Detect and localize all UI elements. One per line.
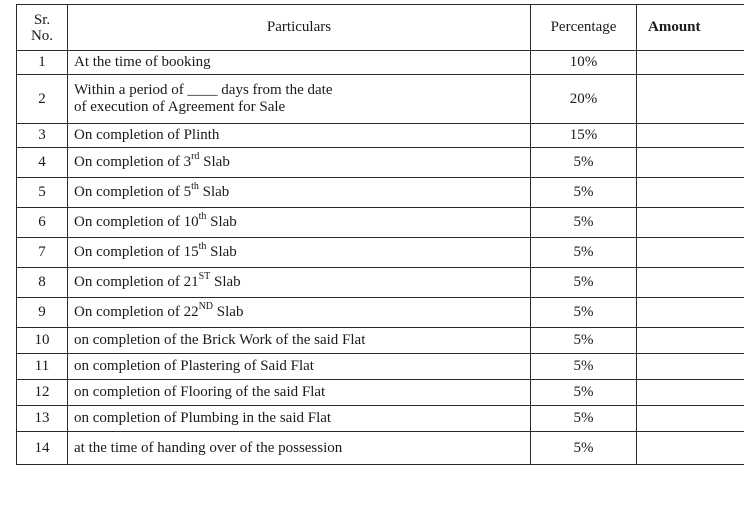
particulars-suffix: Slab	[206, 244, 237, 260]
particulars-suffix: Slab	[198, 184, 230, 200]
particulars-suffix: Slab	[199, 154, 230, 170]
ordinal-suffix: th	[198, 241, 207, 252]
particulars-suffix: Slab	[213, 304, 244, 320]
percentage-cell: 5%	[531, 406, 637, 432]
amount-cell	[637, 328, 744, 354]
percentage-cell: 5%	[531, 380, 637, 406]
amount-cell	[637, 298, 744, 328]
sr-no-cell: 6	[17, 208, 68, 238]
table-row	[17, 178, 744, 208]
particulars-suffix: Slab	[210, 274, 241, 290]
particulars-prefix: On completion of 3	[74, 154, 192, 170]
amount-cell	[637, 238, 744, 268]
sr-no-cell: 1	[17, 51, 68, 75]
amount-cell	[637, 354, 744, 380]
particulars-prefix: On completion of 5	[74, 184, 192, 200]
sr-no-cell: 4	[17, 148, 68, 178]
table-row	[17, 268, 744, 298]
percentage-cell: 5%	[531, 238, 637, 268]
particulars-cell	[68, 298, 531, 328]
table-row	[17, 406, 744, 432]
particulars-cell: on completion of Flooring of the said Flat	[68, 380, 531, 406]
ordinal-suffix: rd	[191, 151, 200, 162]
percentage-cell: 20%	[531, 75, 637, 124]
percentage-cell: 5%	[531, 148, 637, 178]
sr-no-cell: 11	[17, 354, 68, 380]
amount-header: Amount	[637, 5, 744, 51]
particulars-cell: on completion of Plumbing in the said Flat	[68, 406, 531, 432]
sr-no-cell: 8	[17, 268, 68, 298]
particulars-prefix: On completion of 10	[74, 214, 199, 230]
table-row	[17, 380, 744, 406]
table-row	[17, 124, 744, 148]
particulars-prefix: On completion of 21	[74, 274, 199, 290]
ordinal-suffix: th	[198, 211, 207, 222]
sr-no-cell: 13	[17, 406, 68, 432]
particulars-cell	[68, 75, 531, 124]
table-row	[17, 328, 744, 354]
particulars-cell: on completion of the Brick Work of the said Flat	[68, 328, 531, 354]
particulars-cell	[68, 238, 531, 268]
particulars-prefix: On completion of 15	[74, 244, 199, 260]
table-row	[17, 238, 744, 268]
percentage-cell: 5%	[531, 432, 637, 465]
particulars-cell	[68, 148, 531, 178]
table-header-row	[17, 5, 744, 51]
percentage-cell: 5%	[531, 268, 637, 298]
sr-no-cell: 7	[17, 238, 68, 268]
amount-cell	[637, 178, 744, 208]
ordinal-suffix: ND	[198, 301, 214, 312]
sr-no-header	[17, 5, 68, 51]
percentage-cell: 15%	[531, 124, 637, 148]
particulars-cell	[68, 208, 531, 238]
percentage-cell: 5%	[531, 208, 637, 238]
particulars-cell: On completion of Plinth	[68, 124, 531, 148]
particulars-cell	[68, 268, 531, 298]
amount-cell	[637, 124, 744, 148]
particulars-cell: At the time of booking	[68, 51, 531, 75]
ordinal-suffix: th	[191, 181, 199, 192]
particulars-prefix: On completion of 22	[74, 304, 199, 320]
percentage-cell: 5%	[531, 354, 637, 380]
table-row	[17, 148, 744, 178]
particulars-cell: at the time of handing over of the possession	[68, 432, 531, 465]
percentage-cell: 5%	[531, 178, 637, 208]
percentage-header: Percentage	[531, 5, 637, 51]
percentage-cell: 5%	[531, 298, 637, 328]
ordinal-suffix: ST	[198, 271, 211, 282]
amount-cell	[637, 75, 744, 124]
table-row	[17, 354, 744, 380]
sr-no-cell: 2	[17, 75, 68, 124]
amount-cell	[637, 406, 744, 432]
sr-header-line2: No.	[30, 27, 54, 44]
amount-cell	[637, 208, 744, 238]
sr-no-cell: 5	[17, 178, 68, 208]
table-row	[17, 75, 744, 124]
particulars-suffix: Slab	[206, 214, 237, 230]
percentage-cell: 10%	[531, 51, 637, 75]
amount-cell	[637, 51, 744, 75]
sr-no-cell: 12	[17, 380, 68, 406]
amount-cell	[637, 148, 744, 178]
sr-no-cell: 9	[17, 298, 68, 328]
table-row	[17, 51, 744, 75]
particulars-cell	[68, 178, 531, 208]
amount-cell	[637, 380, 744, 406]
amount-cell	[637, 268, 744, 298]
particulars-cell: on completion of Plastering of Said Flat	[68, 354, 531, 380]
sr-no-cell: 10	[17, 328, 68, 354]
sr-header-line1: Sr.	[33, 11, 51, 28]
sr-no-cell: 14	[17, 432, 68, 465]
table-row	[17, 208, 744, 238]
particulars-line2: of execution of Agreement for Sale	[74, 99, 286, 115]
table-row	[17, 432, 744, 465]
particulars-line1: Within a period of ____ days from the date	[74, 82, 333, 98]
amount-cell	[637, 432, 744, 465]
table-row	[17, 298, 744, 328]
percentage-cell: 5%	[531, 328, 637, 354]
particulars-header: Particulars	[68, 5, 531, 51]
sr-no-cell: 3	[17, 124, 68, 148]
payment-schedule-table	[16, 4, 744, 465]
